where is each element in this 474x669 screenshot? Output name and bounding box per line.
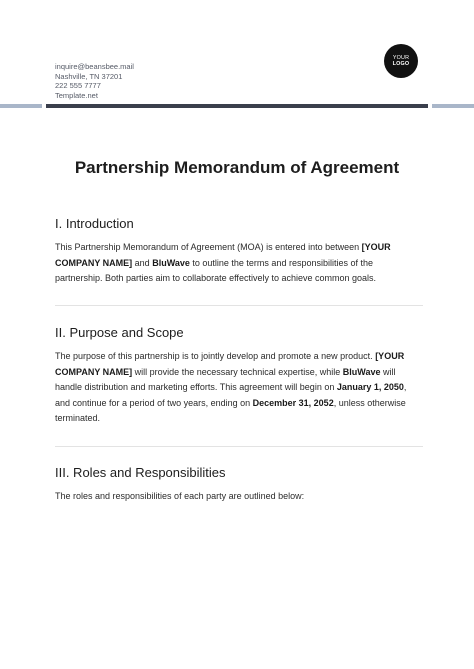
section-heading: III. Roles and Responsibilities	[55, 465, 226, 480]
contact-website: Template.net	[55, 90, 98, 100]
section-paragraph: The roles and responsibilities of each party are outlined below:	[55, 491, 305, 501]
section-divider	[55, 305, 423, 306]
header-band-left	[0, 104, 42, 108]
section-divider	[55, 446, 423, 447]
contact-address: Nashville, TN 37201	[55, 71, 123, 81]
header-band-center	[46, 104, 428, 108]
contact-info	[55, 62, 134, 100]
logo-text-line1: YOUR	[392, 54, 410, 61]
section-roles-responsibilities	[55, 465, 423, 505]
section-purpose-scope	[55, 325, 423, 427]
contact-email: inquire@beansbee.mail	[55, 62, 134, 71]
section-introduction	[55, 216, 423, 287]
section-paragraph: This Partnership Memorandum of Agreement (MOA) is entered into between [YOUR COMPANY NAME] and BluWave to outline the terms and responsibilities of the partnership. Both parties aim to collaborate effectively to achieve common goals.	[55, 242, 391, 284]
header-band-right	[432, 104, 474, 108]
section-paragraph: The purpose of this partnership is to jointly develop and promote a new product. [YOUR COMPANY NAME] will provide the necessary technical expertise, while BluWave will handle distribution and marketing efforts. This agreement will begin on January 1, 2050, and continue for a period of two years, ending on December 31, 2052, unless otherwise terminated.	[55, 351, 407, 424]
section-heading: I. Introduction	[55, 216, 134, 231]
section-heading: II. Purpose and Scope	[55, 325, 184, 340]
company-logo	[384, 44, 418, 78]
contact-phone: 222 555 7777	[55, 81, 101, 91]
logo-text-line2: LOGO	[392, 61, 410, 67]
document-title: Partnership Memorandum of Agreement	[74, 158, 400, 177]
